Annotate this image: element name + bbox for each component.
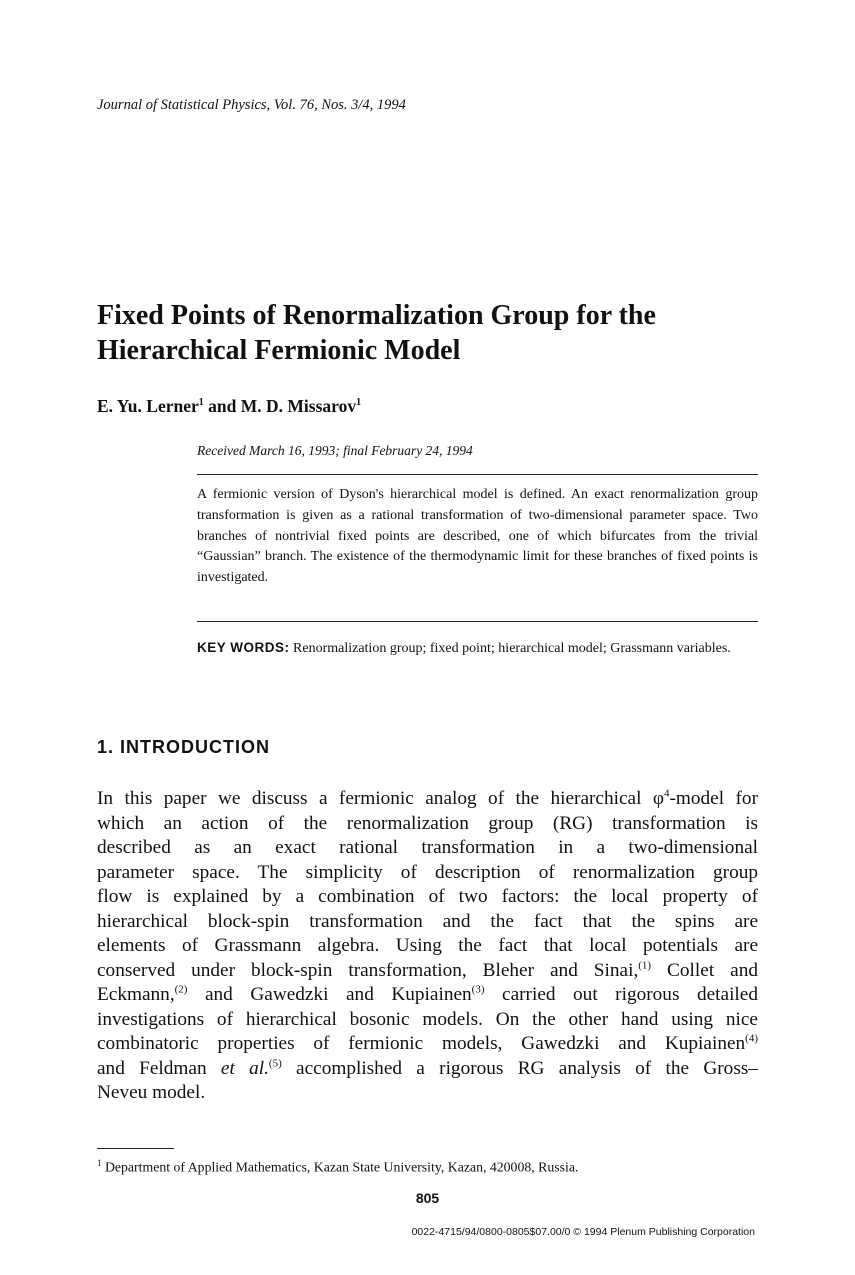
footnote — [97, 1158, 578, 1176]
author-2-affiliation-mark: 1 — [356, 397, 362, 409]
intro-line: parameter space. The simplicity of description of renormalization group — [97, 861, 758, 883]
footnote-text: Department of Applied Mathematics, Kazan State University, Kazan, 420008, Russia. — [101, 1159, 579, 1175]
paper-title — [97, 298, 797, 368]
keywords-label: KEY WORDS: — [197, 640, 290, 655]
intro-line: hierarchical block-spin transformation and the fact that the spins are — [97, 910, 758, 932]
author-list — [97, 396, 361, 417]
intro-line: described as an exact rational transformation in a two-dimensional — [97, 837, 758, 858]
page-number: 805 — [415, 1190, 440, 1206]
keywords-text: Renormalization group; fixed point; hierarchical model; Grassmann variables. — [293, 641, 731, 656]
intro-line: In this paper we discuss a fermionic analog of the hierarchical $\varphi^4$-model for — [97, 787, 758, 809]
intro-line: which an action of the renormalization group (RG) transformation is — [97, 812, 758, 834]
citation-ref: (4) — [745, 1032, 758, 1045]
citation-ref: (1) — [638, 959, 652, 972]
keywords — [197, 638, 758, 660]
author-1-affiliation-mark: 1 — [198, 397, 204, 409]
abstract: A fermionic version of Dyson's hierarchical model is defined. An exact renormalization group transformation is given as a rational transformation of two-dimensional parameter space. Two branches of nontrivial fixed points are described, one of which bifurcates from the trivial “Gaussian” branch. The existence of the thermodynamic limit for these branches of fixed points is investigated. — [197, 487, 758, 586]
title-line-2: Hierarchical Fermionic Model — [97, 335, 461, 366]
journal-citation: Journal of Statistical Physics, Vol. 76, Nos. 3/4, 1994 — [97, 97, 406, 113]
introduction-paragraph — [97, 787, 758, 1106]
intro-line: combinatoric properties of fermionic models, Gawedzki and Kupiainen$^{(4)}$ — [97, 1032, 758, 1054]
intro-line: Eckmann,$^{(2)}$ and Gawedzki and Kupiainen$^{(3)}$ carried out rigorous detailed — [97, 983, 758, 1005]
intro-line: conserved under block-spin transformation, Bleher and Sinai,$^{(1)}$ Collet and — [97, 959, 758, 981]
citation-ref: (2) — [174, 983, 188, 996]
abstract-bottom-rule — [197, 621, 758, 622]
citation-ref: (5) — [268, 1057, 282, 1070]
citation-ref: (3) — [471, 983, 485, 996]
footnote-rule — [97, 1148, 174, 1149]
author-1: E. Yu. Lerner — [97, 396, 199, 416]
intro-line: and Feldman et al.$^{(5)}$ accomplished a rigorous RG analysis of the Gross– — [97, 1057, 758, 1079]
author-conjunction: and — [203, 396, 241, 416]
intro-line: Neveu model. — [97, 1082, 206, 1103]
received-dates: Received March 16, 1993; final February 24, 1994 — [197, 443, 473, 458]
abstract-top-rule — [197, 474, 758, 475]
title-line-1: Fixed Points of Renormalization Group for the — [97, 300, 656, 331]
intro-line: flow is explained by a combination of two factors: the local property of — [97, 886, 758, 907]
section-heading-introduction: 1. INTRODUCTION — [97, 737, 271, 757]
footnote-mark: 1 — [97, 1158, 102, 1168]
author-2: M. D. Missarov — [240, 396, 357, 416]
intro-line: elements of Grassmann algebra. Using the fact that local potentials are — [97, 935, 758, 956]
intro-line: investigations of hierarchical bosonic models. On the other hand using nice — [97, 1008, 758, 1030]
copyright-line: 0022-4715/94/0800-0805$07.00/0 © 1994 Plenum Publishing Corporation — [411, 1226, 755, 1238]
